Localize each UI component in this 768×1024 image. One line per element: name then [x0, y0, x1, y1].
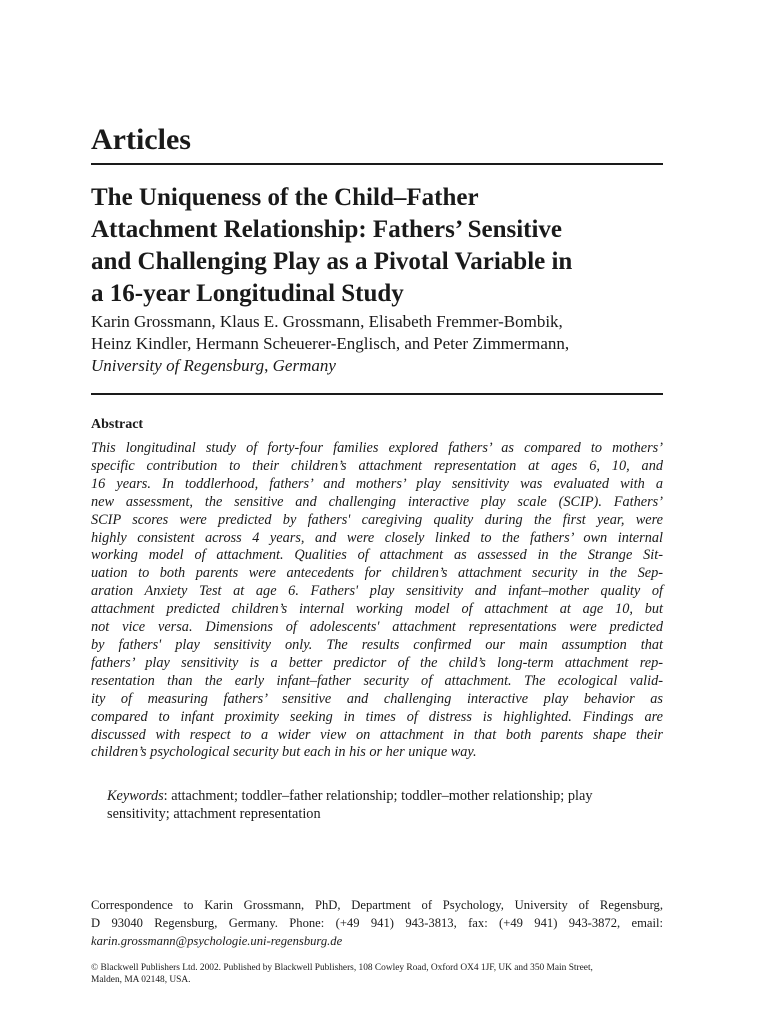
affiliation-country: Germany: [272, 356, 336, 375]
top-rule: [91, 163, 663, 165]
abstract-line: attachment predicted children’s internal working model of attachment at age 10, but: [91, 601, 663, 618]
authors-line: Karin Grossmann, Klaus E. Grossmann, Elisabeth Fremmer-Bombik,: [91, 312, 563, 331]
abstract-line: highly consistent across 4 years, and were closely linked to the fathers’ own internal: [91, 529, 663, 546]
abstract-line: ity of measuring fathers’ sensitive and challenging interactive play behavior as: [91, 690, 663, 707]
journal-page: [91, 0, 663, 1024]
keywords-line: [107, 787, 663, 805]
abstract-line: new assessment, the sensitive and challenging interactive play scale (SCIP). Fathers’: [91, 493, 663, 510]
abstract-line: fathers’ play sensitivity is a better predictor of the child’s long-term attachment rep-: [91, 654, 663, 671]
title-line: Attachment Relationship: Fathers’ Sensitive: [91, 216, 563, 243]
abstract-line: by fathers' play sensitivity only. The results confirmed our main assumption that: [91, 636, 663, 653]
abstract-line: children’s psychological security but each in his or her unique way.: [91, 744, 477, 761]
correspondence-line: D 93040 Regensburg, Germany. Phone: (+49 941) 943-3813, fax: (+49 941) 943-3872, email:: [91, 916, 663, 930]
keywords-block: [107, 787, 663, 823]
affiliation-separator: ,: [264, 356, 273, 375]
correspondence-line: Correspondence to Karin Grossmann, PhD, Department of Psychology, University of Regensburg,: [91, 898, 663, 912]
abstract-line: specific contribution to their children’s attachment representation at ages 6, 10, and: [91, 457, 663, 474]
abstract-line: discussed with respect to a wider view on attachment in that both parents shape their: [91, 726, 663, 743]
title-line: a 16-year Longitudinal Study: [91, 280, 404, 307]
section-rule: [91, 393, 663, 395]
title-line: and Challenging Play as a Pivotal Variable in: [91, 248, 573, 275]
copyright-line: Malden, MA 02148, USA.: [91, 975, 191, 985]
section-heading: Articles: [91, 123, 191, 156]
keywords-line: sensitivity; attachment representation: [107, 806, 321, 822]
abstract-heading: Abstract: [91, 417, 144, 432]
correspondence-email-link[interactable]: karin.grossmann@psychologie.uni-regensburg.de: [91, 934, 343, 948]
abstract-line: aration Anxiety Test at age 6. Fathers' play sensitivity and infant–mother quality of: [91, 583, 663, 600]
affiliation: [91, 355, 666, 377]
copyright-line: © Blackwell Publishers Ltd. 2002. Published by Blackwell Publishers, 108 Cowley Road, Oxford OX4 1JF, UK and 350 Main Street,: [91, 963, 593, 973]
authors-line: Heinz Kindler, Hermann Scheuerer-Englisch, and Peter Zimmermann,: [91, 334, 570, 353]
keywords-text: attachment; toddler–father relationship; toddler–mother relationship; play: [167, 788, 593, 804]
abstract-line: SCIP scores were predicted by fathers' caregiving quality during the first year, were: [91, 511, 663, 528]
keywords-colon: :: [163, 788, 168, 804]
abstract-line: not vice versa. Dimensions of adolescents' attachment representations were predicted: [91, 619, 663, 636]
abstract-line: working model of attachment. Qualities of attachment as assessed in the Strange Sit-: [91, 547, 663, 564]
abstract-line: compared to infant proximity seeking in times of distress is highlighted. Findings are: [91, 708, 663, 725]
affiliation-institution: University of Regensburg: [91, 356, 265, 375]
keywords-label: Keywords: [107, 788, 164, 804]
abstract-line: 16 years. In toddlerhood, fathers’ and mothers’ play sensitivity was evaluated with a: [91, 475, 663, 492]
copyright-notice: [91, 962, 663, 986]
correspondence-note: [91, 896, 663, 950]
author-block: [91, 311, 666, 377]
abstract-line: This longitudinal study of forty-four families explored fathers’ as compared to mothers’: [91, 440, 663, 456]
abstract-line: resentation than the early infant–father security of attachment. The ecological valid-: [91, 672, 663, 689]
title-line: The Uniqueness of the Child–Father: [91, 184, 479, 211]
abstract-body: [91, 440, 663, 762]
abstract-line: uation to both parents were antecedents for children’s attachment security in the Sep-: [91, 565, 663, 582]
article-title: [91, 182, 671, 310]
